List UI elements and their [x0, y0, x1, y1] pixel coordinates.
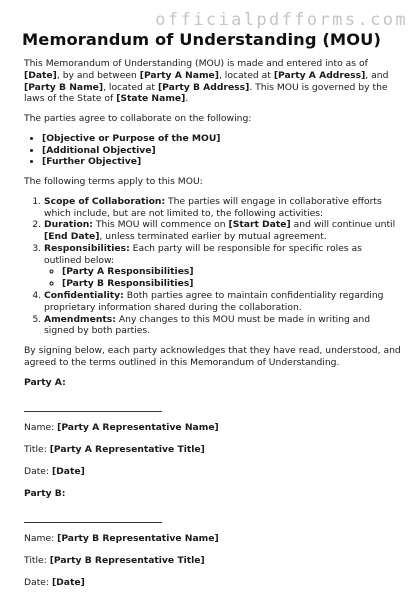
intro-text-5: , located at [103, 81, 158, 93]
party-b-name-field [24, 533, 402, 545]
party-a-label: Party A: [24, 376, 66, 388]
term-text: , unless terminated earlier by mutual agreement. [99, 231, 327, 243]
watermark: officialpdfforms.com [155, 10, 408, 30]
document-body [24, 58, 402, 599]
party-a-name-field [24, 422, 402, 434]
responsibility-item: ◦ [Party B Responsibilities] [62, 278, 402, 290]
party-b-address-placeholder: [Party B Address] [157, 81, 250, 93]
term-label: Scope of Collaboration: [44, 195, 166, 207]
party-b-date-field [24, 577, 402, 589]
party-a-rep-title: [Party A Representative Title] [49, 444, 205, 456]
end-date-placeholder: [End Date] [44, 231, 100, 243]
responsibility-item: ◦ [Party A Responsibilities] [62, 266, 402, 278]
intro-text-1: This Memorandum of Understanding (MOU) is made and entered into as of [24, 58, 368, 69]
intro-date-placeholder: [Date] [24, 69, 57, 81]
party-b-name-placeholder: [Party B Name] [24, 81, 104, 93]
intro-text-7: . [185, 93, 189, 105]
party-a-rep-name: [Party A Representative Name] [57, 422, 219, 434]
party-a-date: [Date] [51, 465, 85, 477]
term-confidentiality [44, 290, 402, 314]
terms-list [24, 196, 402, 337]
party-a-signature-block [24, 377, 402, 478]
state-name-placeholder: [State Name] [116, 93, 186, 105]
closing-paragraph: By signing below, each party acknowledges that they have read, understood, and agreed to the terms outlined in this Memorandum of Understanding. [24, 345, 401, 368]
intro-text-2: , by and between [56, 69, 140, 81]
objective-item: • [Further Objective] [42, 156, 402, 168]
intro-text-3: , located at [218, 69, 274, 81]
term-amendments [44, 314, 402, 338]
party-a-signature-line[interactable] [24, 410, 162, 412]
term-label: Confidentiality: [44, 290, 124, 302]
terms-intro: The following terms apply to this MOU: [24, 176, 203, 188]
term-text: Both parties agree to maintain confidentiality regarding proprietary information shared during the collaboration. [44, 290, 384, 313]
party-a-date-field [24, 466, 402, 478]
term-text: Each party will be responsible for specific roles as outlined below: [44, 242, 362, 266]
term-text: This MOU will commence on [92, 219, 229, 231]
party-a-address-placeholder: [Party A Address] [273, 69, 366, 81]
party-b-title-field [24, 555, 402, 567]
title-label: Title: [24, 444, 50, 456]
party-b-rep-title: [Party B Representative Title] [49, 555, 205, 567]
name-label: Name: [24, 533, 58, 545]
term-text: The parties will engage in collaborative efforts which include, but are not limited to, the following activities: [44, 195, 382, 219]
objective-item: • [Additional Objective] [42, 145, 402, 157]
document-title: Memorandum of Understanding (MOU) [22, 30, 381, 49]
term-text: Any changes to this MOU must be made in writing and signed by both parties. [44, 313, 371, 337]
party-b-signature-line[interactable] [24, 521, 162, 523]
responsibilities-sublist [44, 266, 402, 290]
term-text: and will continue until [290, 219, 396, 231]
term-responsibilities [44, 243, 402, 290]
party-b-date: [Date] [51, 576, 85, 588]
party-b-label: Party B: [24, 487, 66, 499]
objectives-list [24, 133, 402, 168]
term-label: Amendments: [44, 313, 116, 325]
party-a-title-field [24, 444, 402, 456]
term-label: Duration: [44, 219, 93, 231]
party-b-signature-block [24, 488, 402, 589]
intro-text-6: . This MOU is governed by the laws of the State of [24, 81, 388, 105]
intro-text-4: , and [365, 69, 389, 81]
term-scope [44, 196, 402, 220]
objective-item: • [Objective or Purpose of the MOU] [42, 133, 402, 145]
collaboration-intro: The parties agree to collaborate on the following: [24, 113, 252, 125]
start-date-placeholder: [Start Date] [228, 219, 291, 231]
date-label: Date: [24, 465, 52, 477]
party-b-rep-name: [Party B Representative Name] [57, 533, 219, 545]
date-label: Date: [24, 576, 52, 588]
title-label: Title: [24, 555, 50, 567]
term-label: Responsibilities: [44, 242, 130, 254]
name-label: Name: [24, 422, 58, 434]
term-duration [44, 219, 402, 243]
intro-paragraph [24, 58, 402, 105]
party-a-name-placeholder: [Party A Name] [139, 69, 219, 81]
